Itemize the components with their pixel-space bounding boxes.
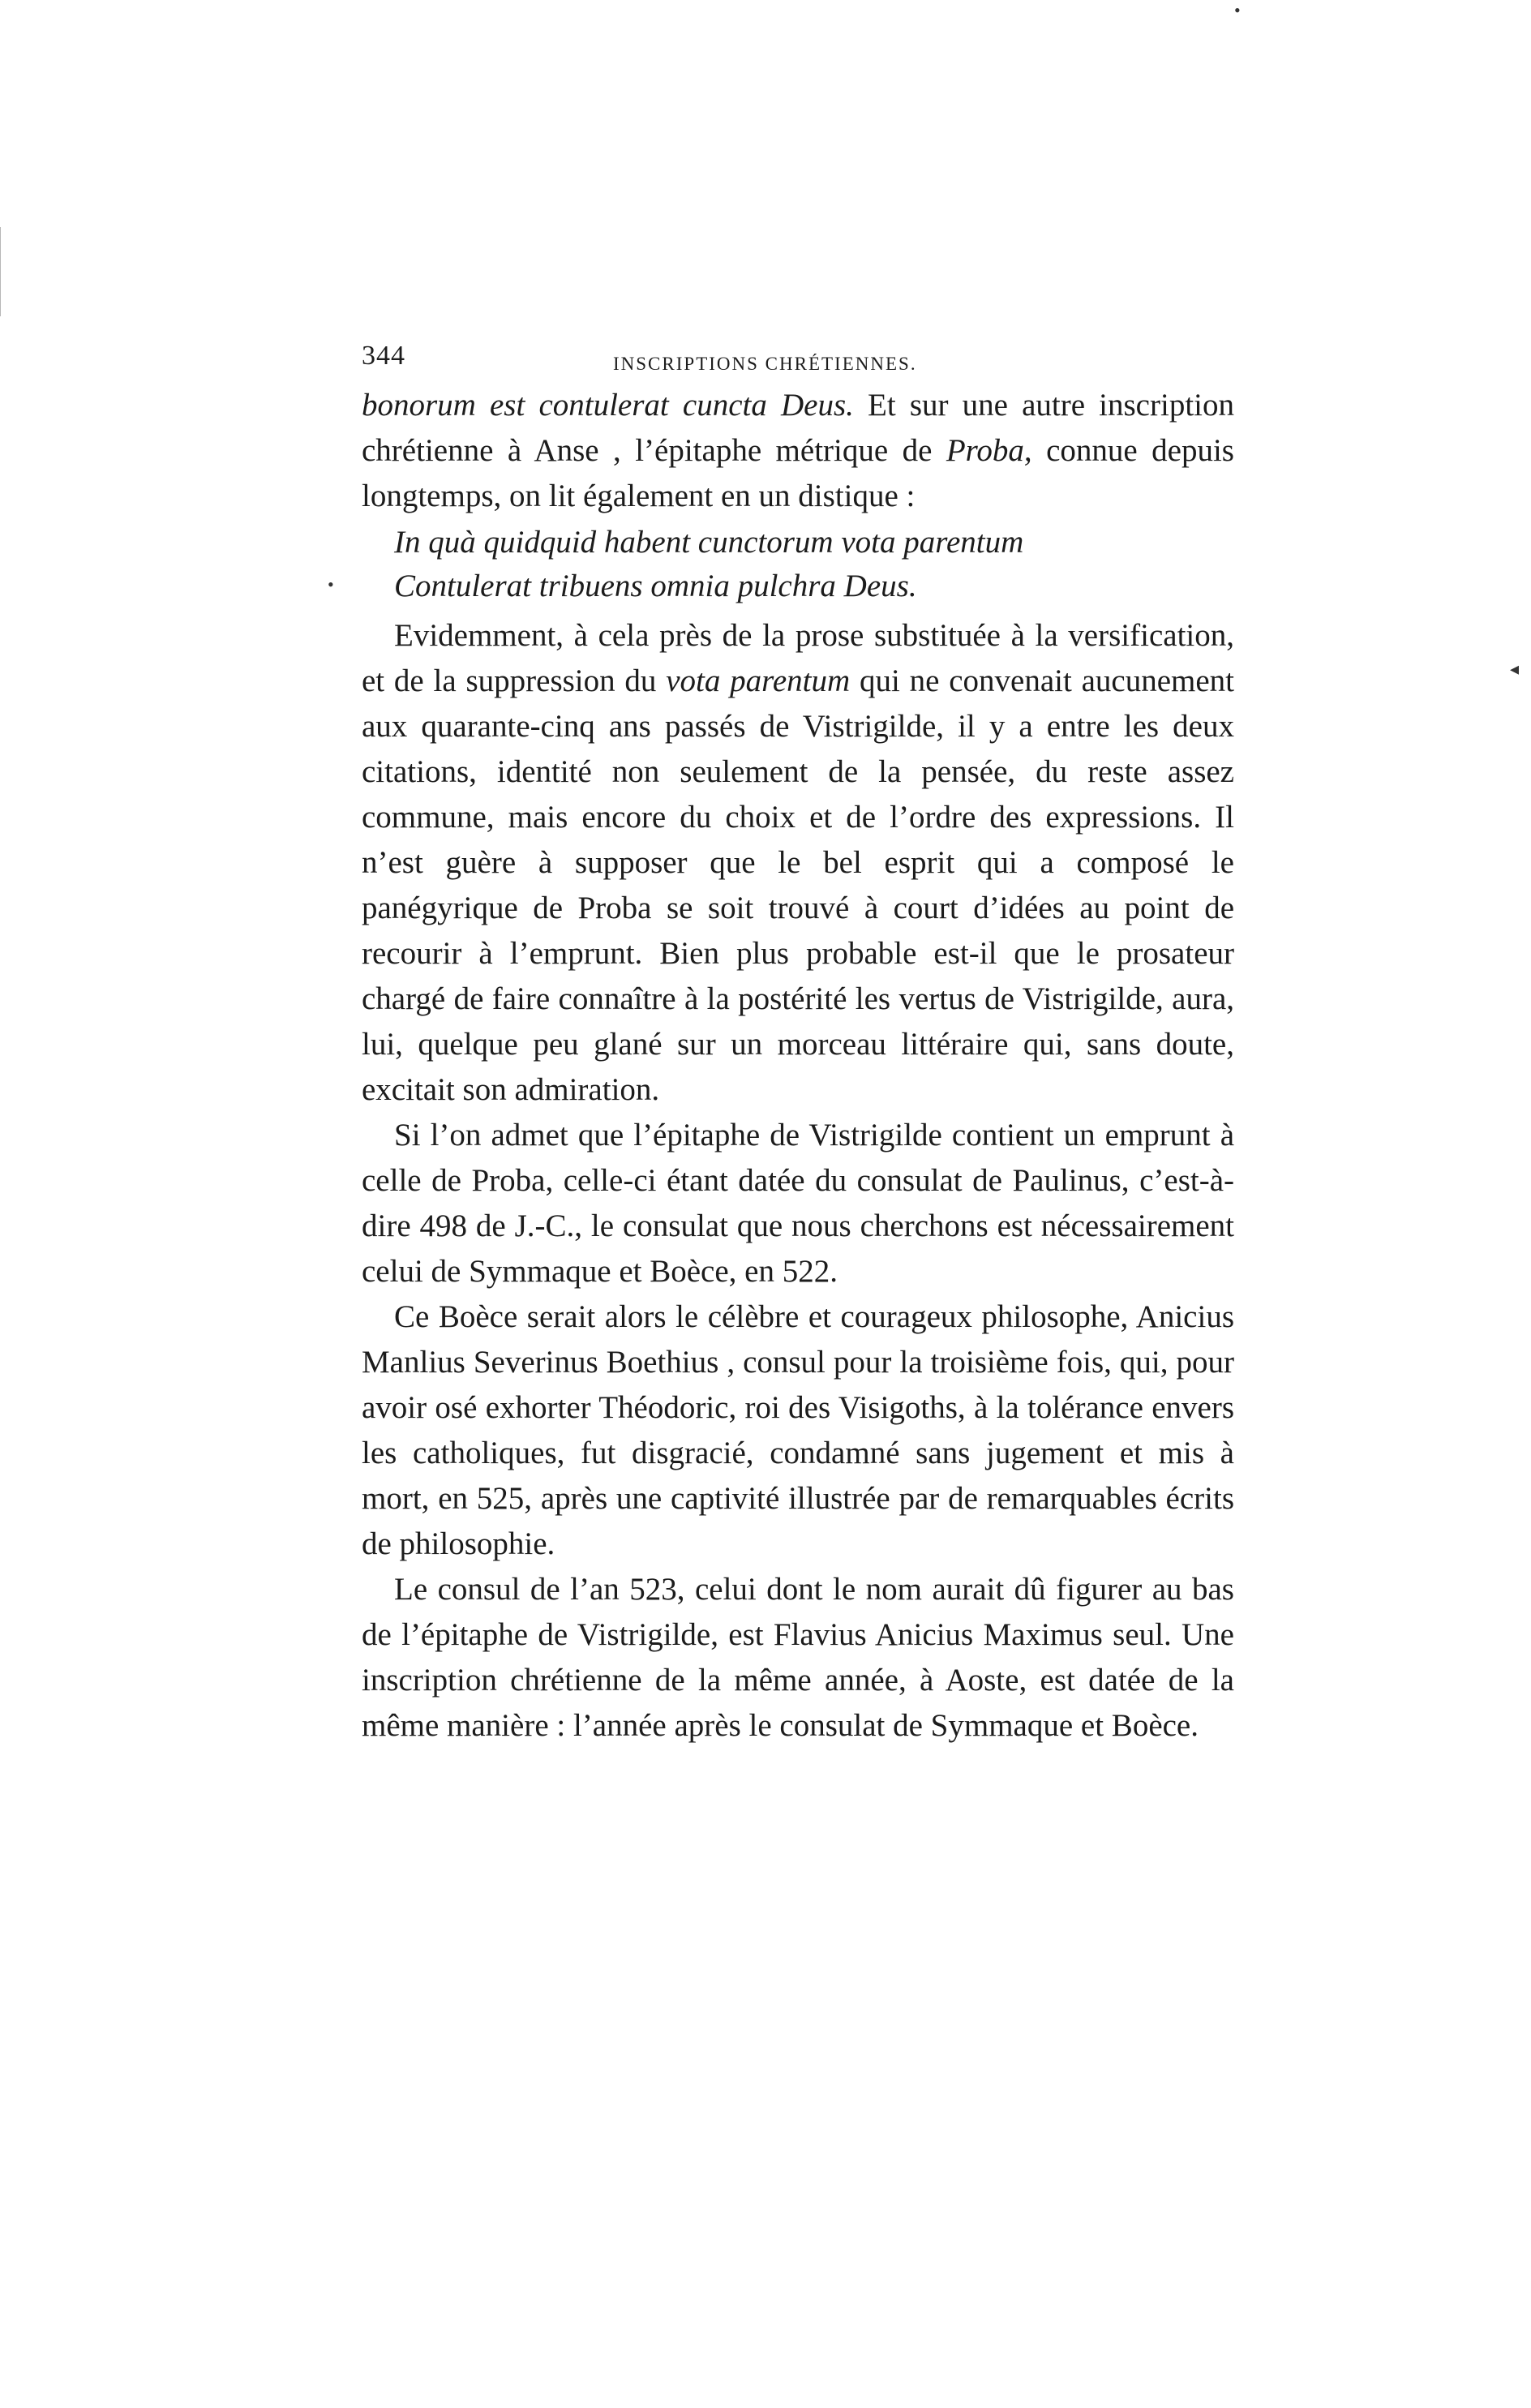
page-number: 344 (362, 341, 405, 371)
paragraph-2 (362, 613, 1234, 1113)
verse-line-1: In quà quidquid habent cunctorum vota parentum (394, 525, 1024, 560)
stray-dot: ◂ (1510, 659, 1520, 679)
stray-dot: • (1234, 0, 1241, 20)
paragraph-4: Ce Boèce serait alors le célèbre et courageux philosophe, Anicius Manlius Severinus Boethius , consul pour la troisième fois, qui, pour avoir osé exhorter Théodoric, roi des Visigoths, à la tolérance envers les catholiques, fut disgracié, condamné sans jugement et mis à mort, en 525, après une captivité illustrée par de remarquables écrits de philosophie. (362, 1299, 1234, 1561)
italic-name-proba: Proba, (946, 433, 1032, 468)
paragraph-text: qui ne convenait aucunement aux quarante-cinq ans passés de Vistrigilde, il y a entre les deux citations, identité non seulement de la pensée, du reste assez commune, mais encore du choix et de l’ordre des expressions. Il n’est guère à supposer que le bel esprit qui a composé le panégyrique de Proba se soit trouvé à court d’idées au point de recourir à l’emprunt. Bien plus probable est-il que le prosateur chargé de faire connaître à la postérité les vertus de Vistrigilde, aura, lui, quelque peu glané sur un morceau littéraire qui, sans doute, excitait son admiration. (362, 663, 1234, 1107)
book-page (362, 341, 1234, 1749)
latin-quotation: bonorum est contulerat cuncta Deus. (362, 388, 854, 423)
verse-quotation (394, 521, 1234, 608)
paragraph-text: Evidemment, à cela près de la prose substituée à la versification, et de la suppression du (362, 618, 1234, 698)
paragraph-1 (362, 383, 1234, 519)
verse-line-2: Contulerat tribuens omnia pulchra Deus. (394, 569, 917, 603)
running-head (362, 341, 1234, 383)
paragraph-5: Le consul de l’an 523, celui dont le nom aurait dû figurer au bas de l’épitaphe de Vistrigilde, est Flavius Anicius Maximus seul. Une inscription chrétienne de la même année, à Aoste, est datée de la même manière : l’année après le consulat de Symmaque et Boèce. (362, 1572, 1234, 1743)
italic-phrase-vota-parentum: vota parentum (666, 663, 851, 698)
running-title: INSCRIPTIONS CHRÉTIENNES. (613, 354, 917, 374)
stray-dot: • (328, 574, 334, 594)
paragraph-3: Si l’on admet que l’épitaphe de Vistrigilde contient un emprunt à celle de Proba, celle-ci étant datée du consulat de Paulinus, c’est-à-dire 498 de J.-C., le consulat que nous cherchons est nécessairement celui de Symmaque et Boèce, en 522. (362, 1118, 1234, 1289)
paragraph-text: Et sur une autre inscription chrétienne à Anse , l’épitaphe métrique de (362, 388, 1234, 468)
paragraph-text: connue depuis longtemps, on lit également en un distique : (362, 433, 1234, 513)
page-edge-marks (0, 227, 6, 316)
